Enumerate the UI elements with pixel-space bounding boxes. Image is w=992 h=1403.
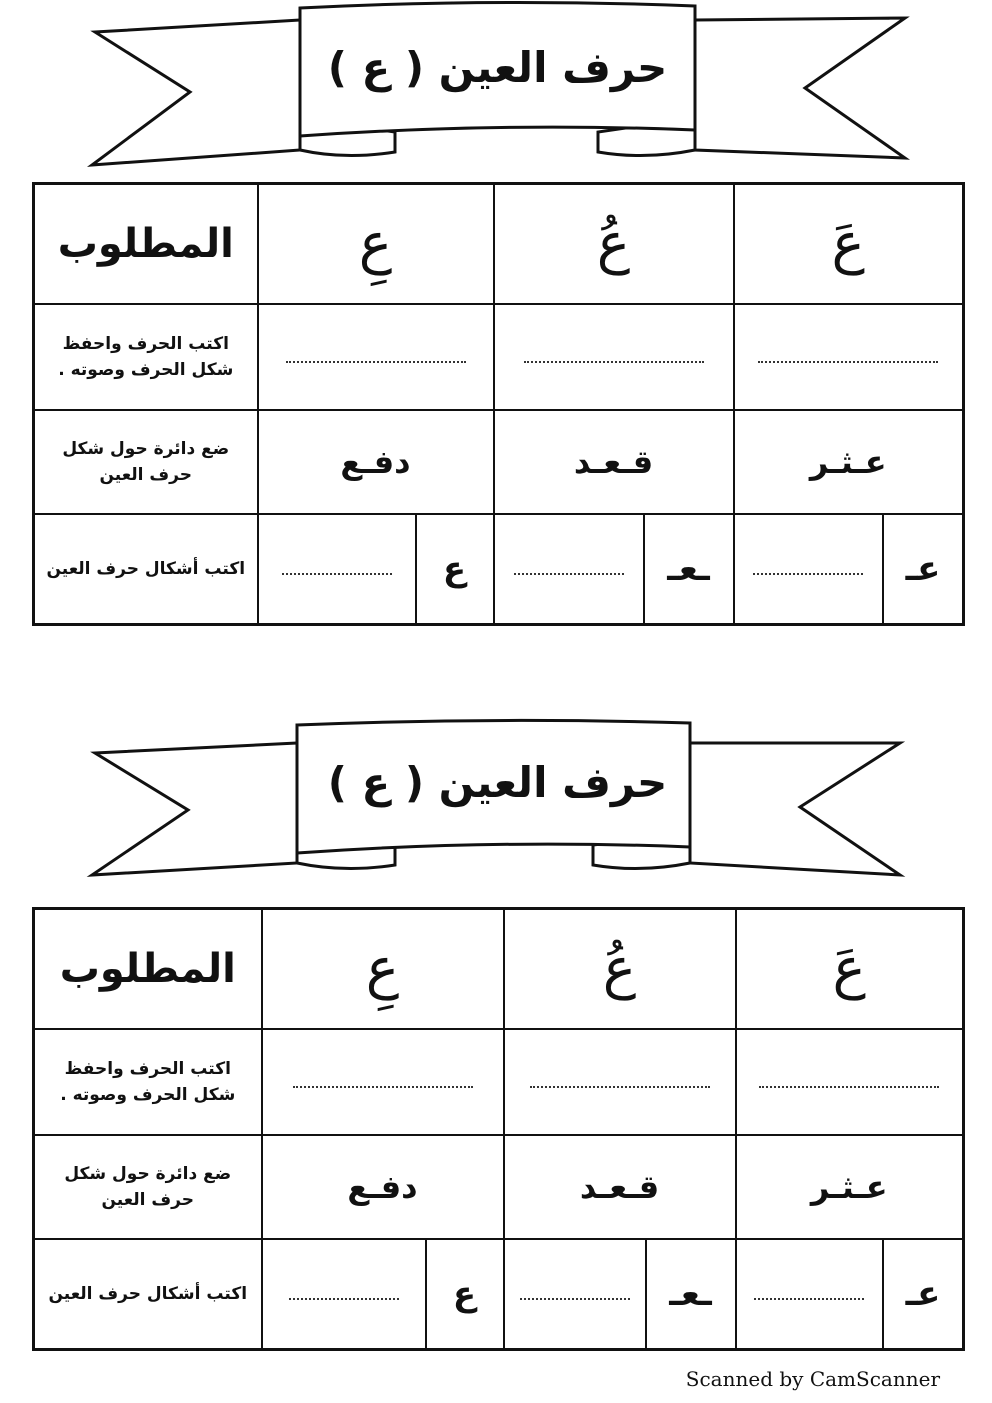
form-blank-2[interactable] [495, 515, 644, 623]
forms-instruction: اكتب أشكال حرف العين [34, 514, 258, 625]
required-header: المطلوب [34, 184, 258, 305]
dotted-line[interactable] [753, 559, 863, 575]
write-blank-3[interactable] [262, 1029, 504, 1135]
write-blank-1[interactable] [736, 1029, 964, 1135]
form-medial: ـعـ [646, 1240, 735, 1348]
worksheet-1 [0, 0, 992, 680]
scanner-footer: Scanned by CamScanner [685, 1367, 940, 1391]
header-row [34, 184, 964, 305]
harakah-damma: عُ [494, 184, 734, 305]
form-cell-isolated [262, 1239, 504, 1350]
word-2[interactable]: قـعـد [504, 1135, 736, 1239]
form-isolated: ع [426, 1240, 503, 1348]
circle-instruction: ضع دائرة حول شكل حرف العين [34, 1135, 262, 1239]
circle-row [34, 1135, 964, 1239]
dotted-line[interactable] [520, 1284, 630, 1300]
form-isolated: ع [416, 515, 493, 623]
forms-row [34, 514, 964, 625]
dotted-line[interactable] [282, 559, 392, 575]
form-blank-1[interactable] [737, 1240, 884, 1348]
form-cell-medial [504, 1239, 736, 1350]
write-row [34, 1029, 964, 1135]
write-blank-2[interactable] [494, 304, 734, 410]
harakah-damma: عُ [504, 909, 736, 1030]
write-instruction: اكتب الحرف واحفظ شكل الحرف وصوته . [34, 1029, 262, 1135]
harakah-fatha: عَ [736, 909, 964, 1030]
word-3[interactable]: دفـع [258, 410, 494, 514]
form-blank-3[interactable] [259, 515, 416, 623]
required-header: المطلوب [34, 909, 262, 1030]
word-1[interactable]: عـثـر [734, 410, 964, 514]
header-row [34, 909, 964, 1030]
word-1[interactable]: عـثـر [736, 1135, 964, 1239]
form-cell-isolated [258, 514, 494, 625]
write-row [34, 304, 964, 410]
circle-instruction: ضع دائرة حول شكل حرف العين [34, 410, 258, 514]
worksheet-2 [0, 715, 992, 1395]
dotted-line[interactable] [759, 1072, 939, 1088]
write-instruction: اكتب الحرف واحفظ شكل الحرف وصوته . [34, 304, 258, 410]
title-banner [0, 0, 992, 170]
form-initial: عـ [883, 515, 962, 623]
letter-table [32, 182, 965, 626]
form-cell-initial [736, 1239, 964, 1350]
form-cell-initial [734, 514, 964, 625]
worksheet-title: حرف العين ( ع ) [327, 758, 668, 807]
dotted-line[interactable] [524, 347, 704, 363]
form-blank-1[interactable] [735, 515, 884, 623]
form-blank-2[interactable] [505, 1240, 646, 1348]
dotted-line[interactable] [530, 1072, 710, 1088]
harakah-fatha: عَ [734, 184, 964, 305]
harakah-kasra: عِ [258, 184, 494, 305]
dotted-line[interactable] [289, 1284, 399, 1300]
dotted-line[interactable] [286, 347, 466, 363]
dotted-line[interactable] [758, 347, 938, 363]
worksheet-title: حرف العين ( ع ) [327, 43, 668, 92]
write-blank-1[interactable] [734, 304, 964, 410]
form-cell-medial [494, 514, 734, 625]
form-initial: عـ [883, 1240, 962, 1348]
circle-row [34, 410, 964, 514]
write-blank-2[interactable] [504, 1029, 736, 1135]
forms-instruction: اكتب أشكال حرف العين [34, 1239, 262, 1350]
word-2[interactable]: قـعـد [494, 410, 734, 514]
dotted-line[interactable] [754, 1284, 864, 1300]
letter-table [32, 907, 965, 1351]
write-blank-3[interactable] [258, 304, 494, 410]
form-medial: ـعـ [644, 515, 733, 623]
title-banner [0, 715, 992, 885]
word-3[interactable]: دفـع [262, 1135, 504, 1239]
dotted-line[interactable] [514, 559, 624, 575]
dotted-line[interactable] [293, 1072, 473, 1088]
forms-row [34, 1239, 964, 1350]
harakah-kasra: عِ [262, 909, 504, 1030]
form-blank-3[interactable] [263, 1240, 426, 1348]
